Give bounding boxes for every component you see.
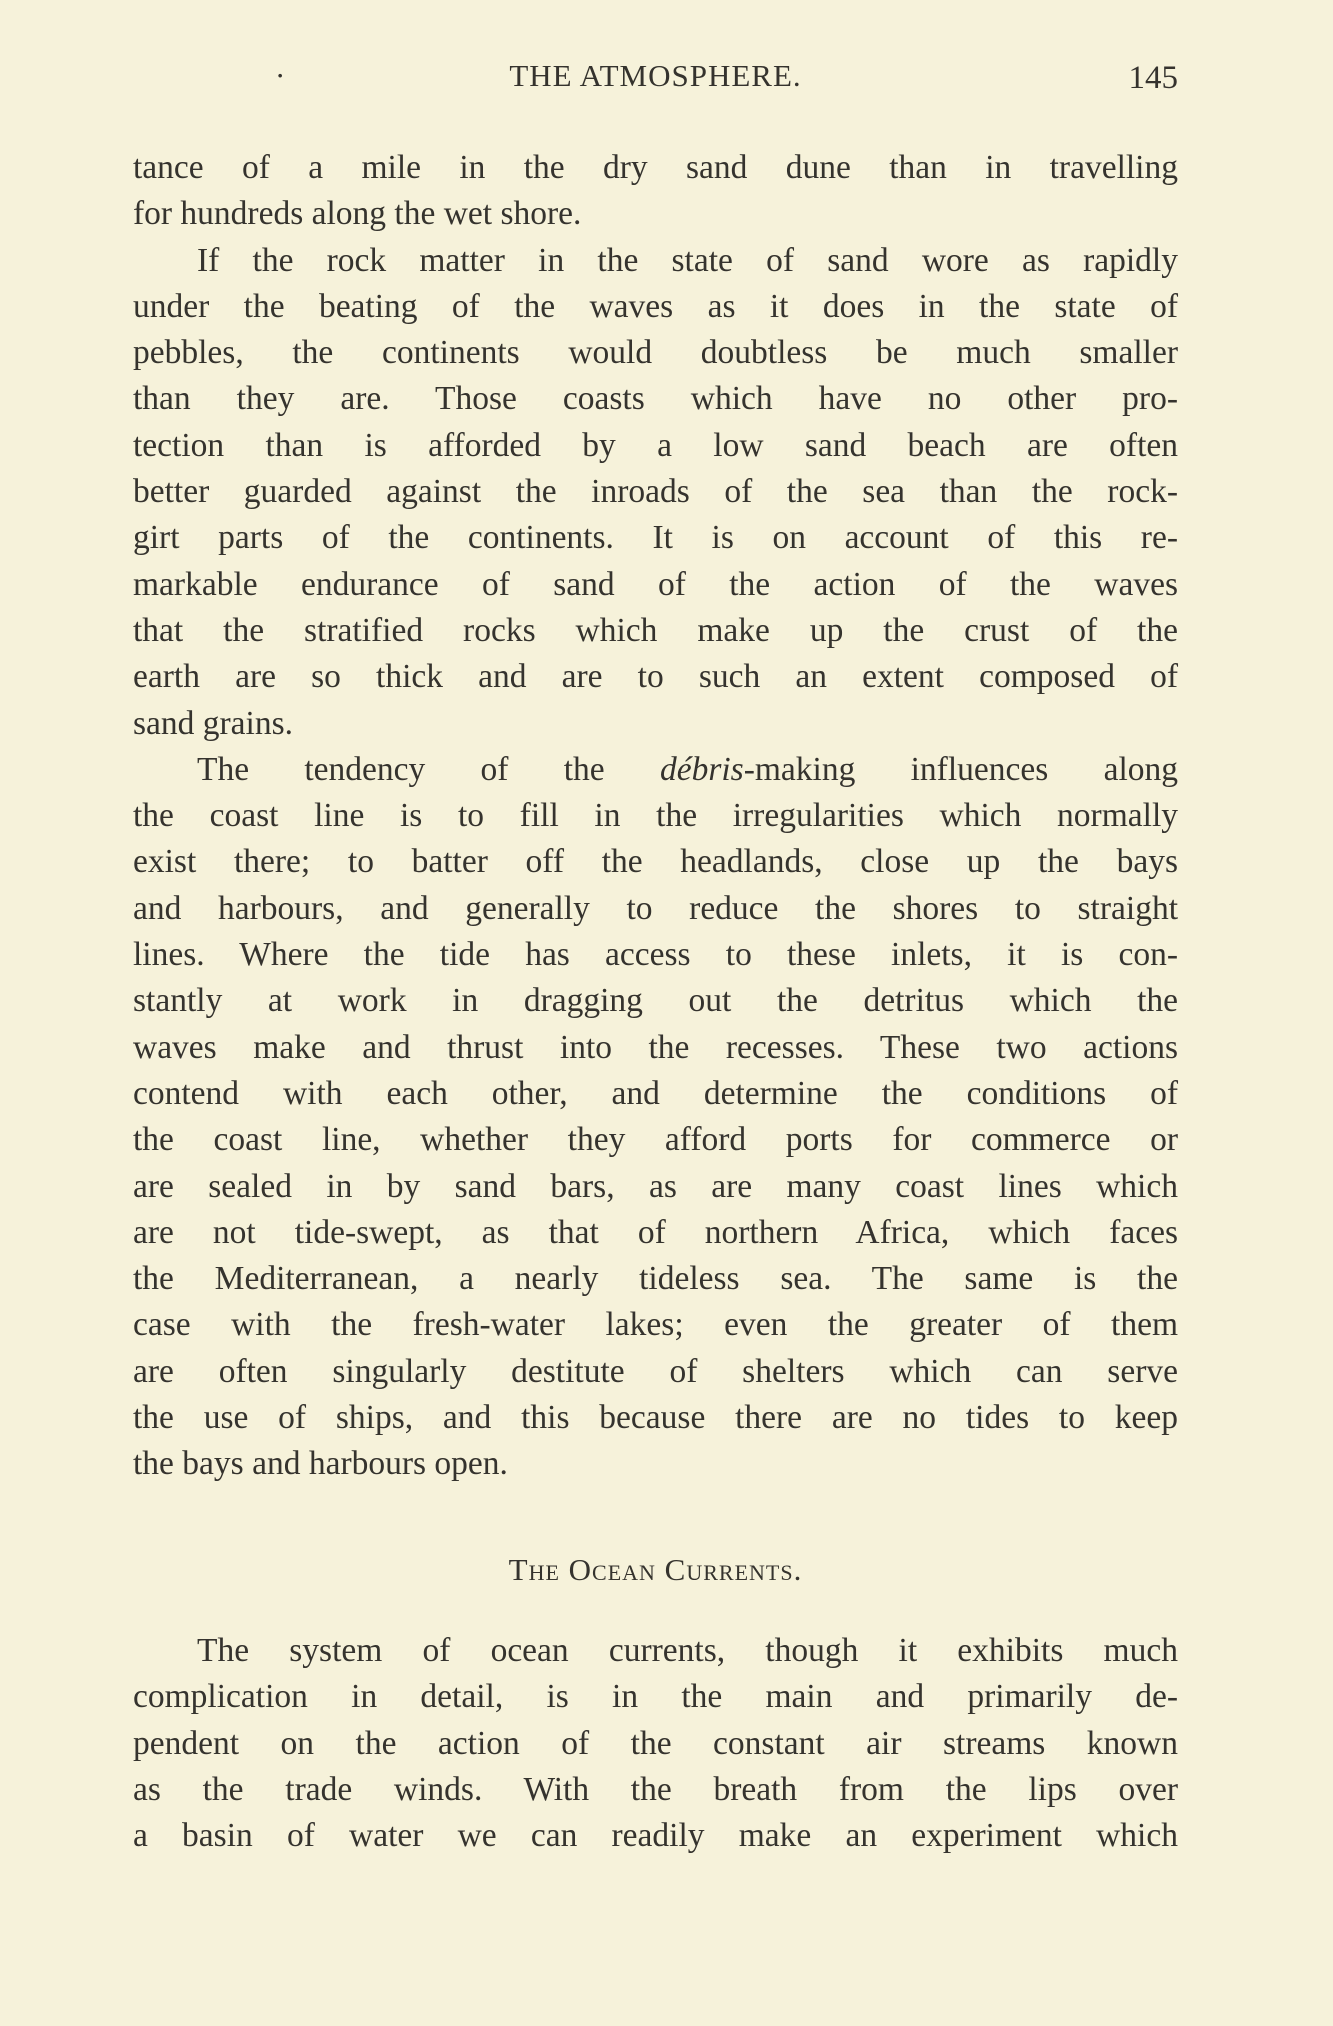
text-line: are often singularly destitute of shelters which can serve bbox=[133, 1352, 1178, 1390]
page-number: 145 bbox=[1128, 60, 1178, 96]
text-segment: The tendency of the bbox=[197, 750, 660, 788]
text-line: markable endurance of sand of the action of the waves bbox=[133, 565, 1178, 603]
text-line: that the stratified rocks which make up the crust of the bbox=[133, 611, 1178, 649]
text-line: the coast line is to fill in the irregularities which normally bbox=[133, 797, 1178, 835]
text-line: pebbles, the continents would doubtless be much smaller bbox=[133, 334, 1178, 372]
body-text-block-2 bbox=[133, 1628, 1178, 1859]
text-segment: -making influences along bbox=[743, 750, 1178, 788]
text-line: a basin of water we can readily make an experiment which bbox=[133, 1817, 1178, 1855]
text-line: case with the fresh-water lakes; even the greater of them bbox=[133, 1306, 1178, 1344]
section-heading: The Ocean Currents. bbox=[508, 1552, 803, 1587]
text-line bbox=[133, 747, 1178, 793]
text-line: tection than is afforded by a low sand beach are often bbox=[133, 426, 1178, 464]
text-line: The system of ocean currents, though it exhibits much bbox=[197, 1632, 1178, 1669]
header-mark: · bbox=[275, 58, 286, 93]
text-line: the bays and harbours open. bbox=[133, 1445, 508, 1483]
text-line: the Mediterranean, a nearly tideless sea. The same is the bbox=[133, 1260, 1178, 1298]
italic-term: débris bbox=[659, 750, 744, 788]
text-line: the use of ships, and this because there are no tides to keep bbox=[133, 1399, 1178, 1437]
text-line: complication in detail, is in the main and primarily de- bbox=[133, 1678, 1178, 1716]
text-line: are not tide-swept, as that of northern Africa, which faces bbox=[133, 1213, 1178, 1251]
text-line: lines. Where the tide has access to these inlets, it is con- bbox=[133, 936, 1178, 974]
text-line: earth are so thick and are to such an extent composed of bbox=[133, 658, 1178, 696]
text-line: better guarded against the inroads of the sea than the rock- bbox=[133, 473, 1178, 511]
running-title: THE ATMOSPHERE. bbox=[509, 58, 802, 93]
text-line: stantly at work in dragging out the detritus which the bbox=[133, 982, 1178, 1020]
body-text-block-1 bbox=[133, 145, 1178, 1488]
text-line: the coast line, whether they afford ports for commerce or bbox=[133, 1121, 1178, 1159]
text-line: are sealed in by sand bars, as are many coast lines which bbox=[133, 1167, 1178, 1205]
text-line: under the beating of the waves as it does in the state of bbox=[133, 287, 1178, 325]
text-line: for hundreds along the wet shore. bbox=[133, 195, 582, 233]
text-line: as the trade winds. With the breath from the lips over bbox=[133, 1770, 1178, 1808]
text-line: pendent on the action of the constant air streams known bbox=[133, 1724, 1178, 1762]
text-line: If the rock matter in the state of sand wore as rapidly bbox=[197, 241, 1178, 279]
text-line: and harbours, and generally to reduce the shores to straight bbox=[133, 889, 1178, 927]
text-line: girt parts of the continents. It is on account of this re- bbox=[133, 519, 1178, 557]
text-line: than they are. Those coasts which have no other pro- bbox=[133, 380, 1178, 418]
text-line: tance of a mile in the dry sand dune than in travelling bbox=[133, 149, 1178, 186]
text-line: exist there; to batter off the headlands, close up the bays bbox=[133, 843, 1178, 881]
running-header bbox=[133, 58, 1178, 104]
text-line: sand grains. bbox=[133, 704, 294, 742]
text-line: contend with each other, and determine the conditions of bbox=[133, 1074, 1178, 1112]
text-line: waves make and thrust into the recesses. These two actions bbox=[133, 1028, 1178, 1066]
